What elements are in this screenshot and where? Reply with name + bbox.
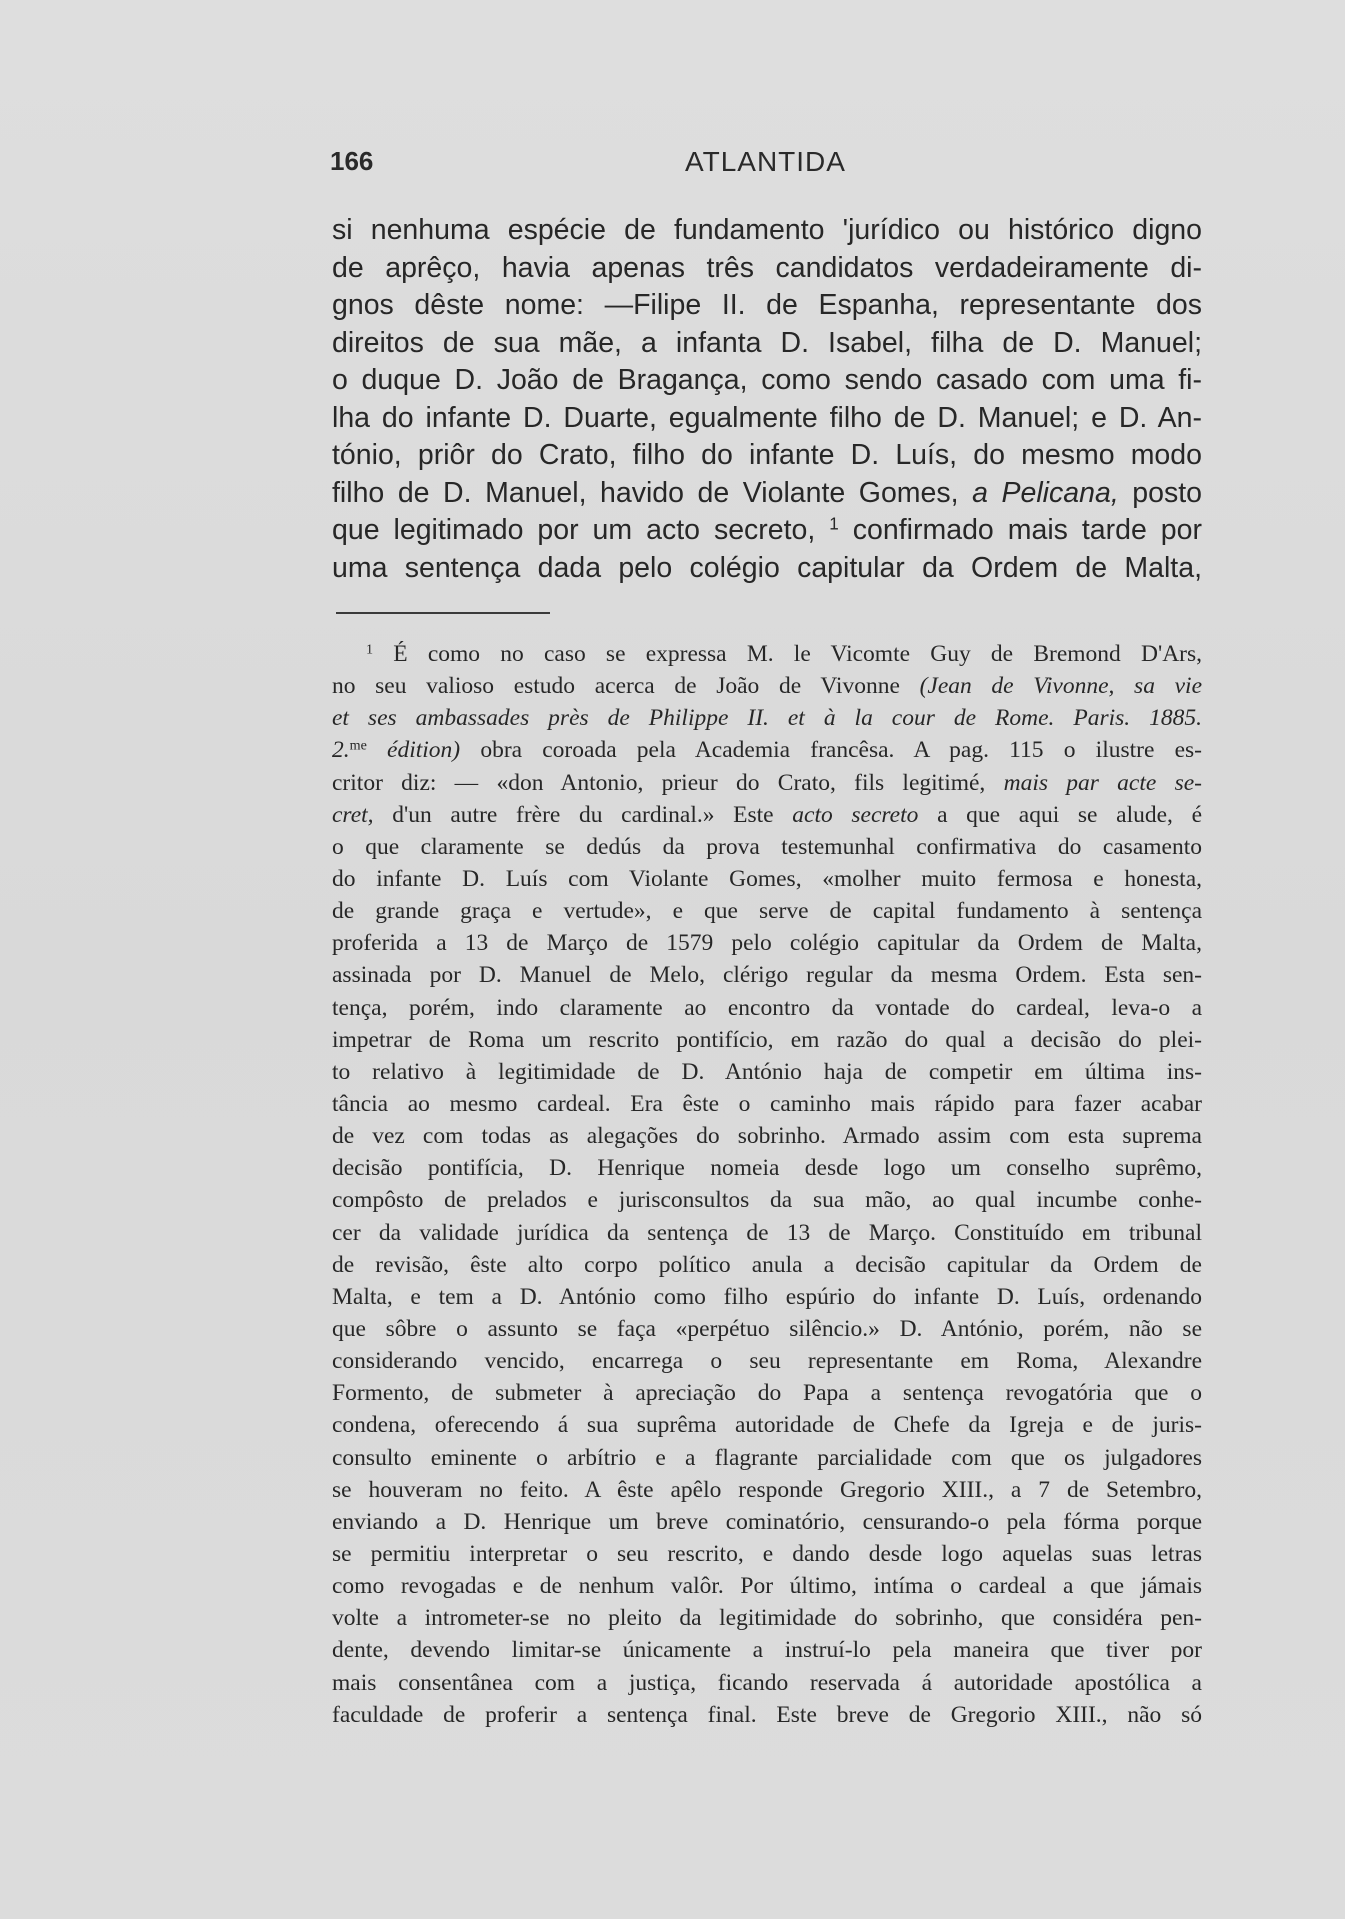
note-line: tença, porém, indo claramente ao encontro da vontade do cardeal, leva-o a [332,994,1202,1021]
body-line: lha do infante D. Duarte, egualmente filho de D. Manuel; e D. An- [332,401,1202,434]
note-line: o que claramente se dedús da prova testemunhal confirmativa do casamento [332,833,1202,860]
footnote-reference: 1 [829,514,839,534]
note-line: volte a intrometer-se no pleito da legitimidade do sobrinho, que considéra pen- [332,1605,1202,1632]
italic-citation: 2. [332,737,350,764]
note-line: de grande graça e vertude», e que serve de capital fundamento à sentença [332,898,1202,925]
note-line: mais consentânea com a justiça, ficando reservada á autoridade apostólica a [332,1669,1202,1696]
running-title: ATLANTIDA [685,146,846,177]
note-line: impetrar de Roma um rescrito pontifício, em razão do qual a decisão do plei- [332,1026,1202,1053]
body-line: direitos de sua mãe, a infanta D. Isabel, filha de D. Manuel; [332,326,1202,359]
note-line: do infante D. Luís com Violante Gomes, «molher muito fermosa e honesta, [332,865,1202,892]
note-line [332,799,1202,831]
body-line: si nenhuma espécie de fundamento 'jurídico ou histórico digno [332,214,1202,246]
italic-term: acto secreto [792,801,919,828]
note-line: dente, devendo limitar-se únicamente a instruí-lo pela maneira que tiver por [332,1637,1202,1664]
note-line: se houveram no feito. A êste apêlo responde Gregorio XIII., a 7 de Setembro, [332,1476,1202,1503]
note-line [332,702,1202,734]
note-line: de vez com todas as alegações do sobrinho. Armado assim com esta suprema [332,1123,1202,1150]
note-line [332,734,1202,766]
italic-citation: édition) [366,737,461,764]
note-line: como revogadas e de nenhum valôr. Por último, intíma o cardeal a que jámais [332,1573,1202,1600]
note-line: to relativo à legitimidade de D. António haja de competir em última ins- [332,1058,1202,1085]
note-line [332,638,1202,670]
note-line: Formento, de submeter à apreciação do Papa a sentença revogatória que o [332,1380,1202,1407]
body-line-text: confirmado mais tarde por [838,514,1202,546]
note-line [332,767,1202,799]
body-line: gnos dêste nome: —Filipe II. de Espanha, representante dos [332,289,1202,321]
superscript-ordinal: me [349,737,367,754]
note-line: proferida a 13 de Março de 1579 pelo colégio capitular da Ordem de Malta, [332,930,1202,957]
note-line-text: critor diz: — «don Antonio, prieur do Crato, fils legitimé, [332,769,1004,796]
italic-citation: (Jean de Vivonne, sa vie [919,673,1202,700]
note-line: compôsto de prelados e jurisconsultos da sua mão, ao qual incumbe conhe- [332,1187,1202,1214]
page-number: 166 [330,146,374,176]
body-line: de aprêço, havia apenas três candidatos verdadeiramente di- [332,251,1202,284]
note-line: se permitiu interpretar o seu rescrito, e dando desde logo aquelas suas letras [332,1540,1202,1567]
note-line: cer da validade jurídica da sentença de 13 de Março. Constituído em tribunal [332,1219,1202,1246]
note-line-text: d'un autre frère du cardinal.» Este [373,801,793,828]
note-line: assinada por D. Manuel de Melo, clérigo regular da mesma Ordem. Esta sen- [332,962,1202,989]
italic-title: a Pelicana, [972,476,1119,509]
body-line: tónio, priôr do Crato, filho do infante D. Luís, do mesmo modo [332,439,1202,471]
note-line: Malta, e tem a D. António como filho espúrio do infante D. Luís, ordenando [332,1283,1202,1310]
note-line-text: É como no caso se expressa M. le Vicomte Guy de Bremond D'Ars, [393,641,1203,667]
note-line: condena, oferecendo á sua suprêma autoridade de Chefe da Igreja e de juris- [332,1412,1202,1439]
note-line: considerando vencido, encarrega o seu representante em Roma, Alexandre [332,1348,1202,1375]
footnote-marker: 1 [366,641,374,658]
body-line-text: posto [1118,476,1203,509]
note-line: que sôbre o assunto se faça «perpétuo silêncio.» D. António, porém, não se [332,1315,1202,1342]
body-line [332,512,1202,550]
note-line-text: a que aqui se alude, é [918,801,1203,828]
page-header [330,146,1210,180]
note-line: de revisão, êste alto corpo político anula a decisão capitular da Ordem de [332,1251,1202,1278]
main-text [332,212,1202,587]
note-line [332,670,1202,702]
italic-quote: mais par acte se- [1003,769,1202,796]
body-line-text: filho de D. Manuel, havido de Violante Gomes, [332,476,973,509]
note-line-text: obra coroada pela Academia francêsa. A pag. 115 o ilustre es- [460,737,1202,764]
body-line-text: que legitimado por um acto secreto, [332,514,830,546]
note-line: consulto eminente o arbítrio e a flagrante parcialidade com que os julgadores [332,1444,1202,1471]
note-line-text: no seu valioso estudo acerca de João de Vivonne [332,673,920,700]
body-line: o duque D. João de Bragança, como sendo casado com uma fi- [332,364,1202,396]
body-line [332,475,1202,513]
italic-citation: et ses ambassades près de Philippe II. et à la cour de Rome. Paris. 1885. [332,705,1202,732]
note-line: enviando a D. Henrique um breve cominatório, censurando-o pela fórma porque [332,1508,1202,1535]
note-line: decisão pontifícia, D. Henrique nomeia desde logo um conselho suprêmo, [332,1155,1202,1182]
footnote [332,638,1202,1731]
footnote-divider [336,612,550,614]
note-line: tância ao mesmo cardeal. Era êste o caminho mais rápido para fazer acabar [332,1090,1202,1117]
body-line: uma sentença dada pelo colégio capitular da Ordem de Malta, [332,551,1202,584]
italic-quote: cret, [332,801,374,828]
note-line: faculdade de proferir a sentença final. Este breve de Gregorio XIII., não só [332,1701,1202,1728]
